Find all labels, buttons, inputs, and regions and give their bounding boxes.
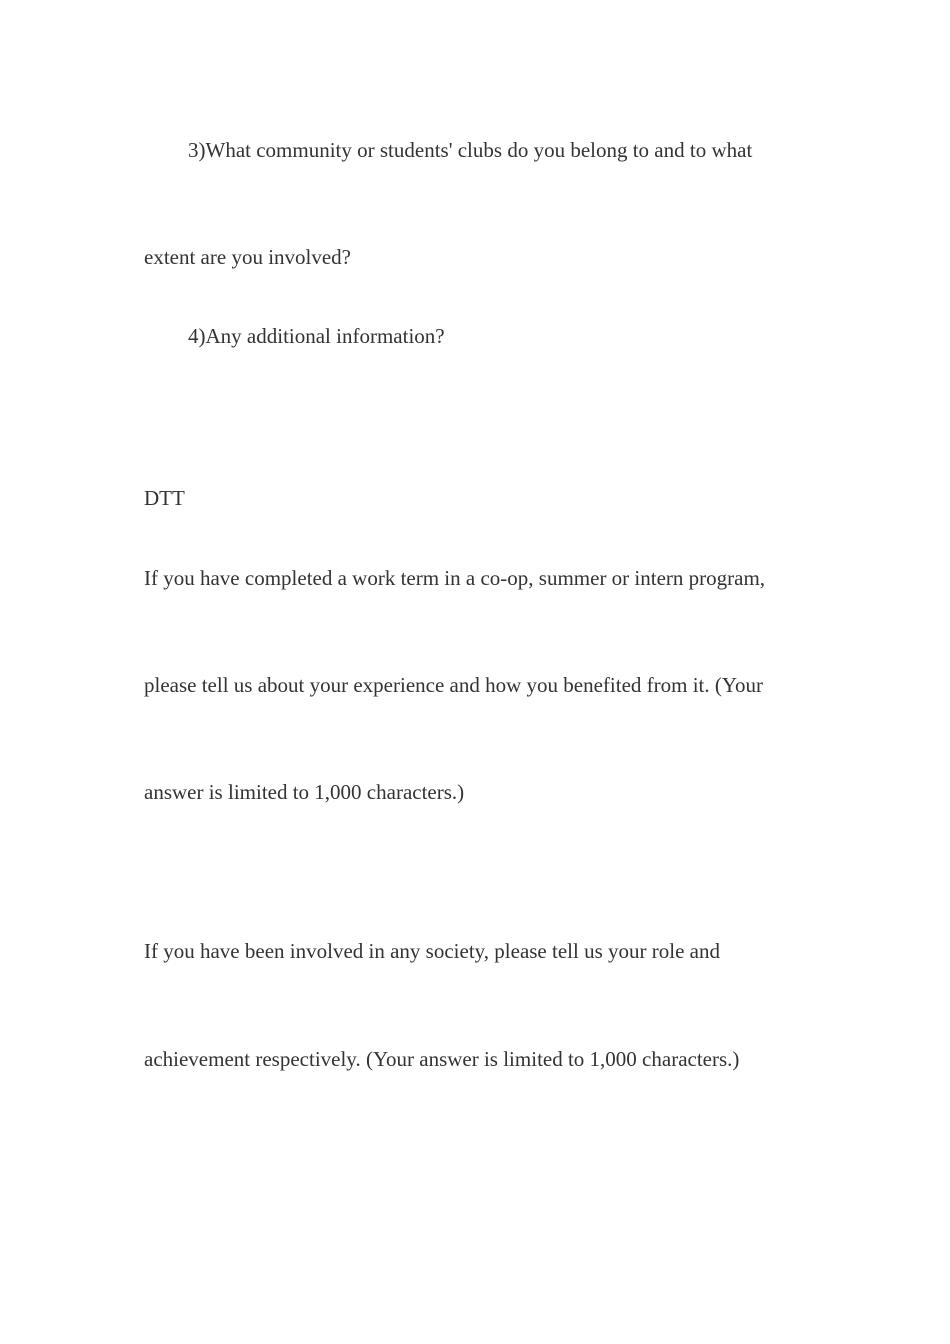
question-3-line-1: 3)What community or students' clubs do you belong to and to what xyxy=(188,138,753,162)
paragraph-1-line-2: please tell us about your experience and how you benefited from it. (Your xyxy=(144,673,763,697)
paragraph-2-line-2: achievement respectively. (Your answer is limited to 1,000 characters.) xyxy=(144,1047,740,1071)
paragraph-2-line-1: If you have been involved in any society, please tell us your role and xyxy=(144,939,720,963)
section-label: DTT xyxy=(144,486,185,510)
question-4: 4)Any additional information? xyxy=(188,324,445,348)
paragraph-1-line-1: If you have completed a work term in a co-op, summer or intern program, xyxy=(144,566,766,590)
paragraph-1-line-3: answer is limited to 1,000 characters.) xyxy=(144,780,465,804)
question-3-line-2: extent are you involved? xyxy=(144,245,352,269)
